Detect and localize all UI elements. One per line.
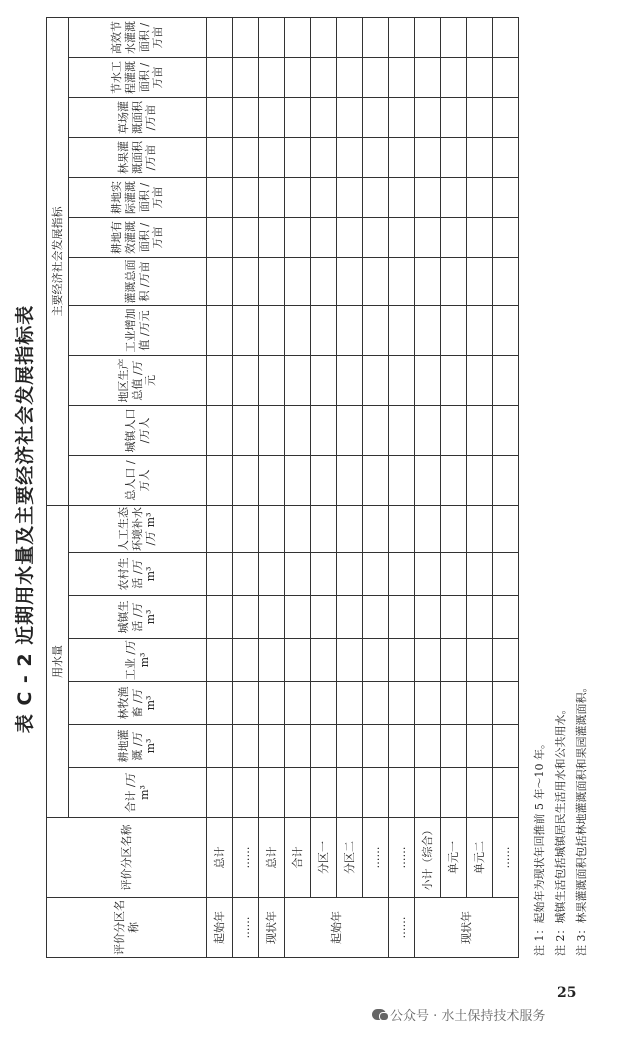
row-sub-label: 单元二	[467, 818, 493, 898]
header-econ-col: 灌溉总面积 /万亩	[69, 258, 207, 306]
row-group-label: ……	[389, 898, 415, 958]
header-sub-name: 评价分区名称	[47, 818, 207, 898]
table-row	[311, 18, 337, 958]
table-row	[441, 18, 467, 958]
row-sub-label: 小计（综合）	[415, 818, 441, 898]
header-water-col: 耕地灌溉 /万 m³	[69, 725, 207, 768]
row-sub-label: 总计	[259, 818, 285, 898]
header-econ-col: 耕地有效灌溉面积 /万亩	[69, 218, 207, 258]
header-econ-col: 高效节水灌溉面积 /万亩	[69, 18, 207, 58]
table-notes	[530, 256, 593, 956]
header-water-col: 林牧渔畜 /万 m³	[69, 682, 207, 725]
table-row	[415, 18, 441, 958]
row-sub-label: 分区一	[311, 818, 337, 898]
header-econ-group: 主要经济社会发展指标	[47, 18, 69, 506]
table-row	[285, 18, 311, 958]
header-econ-col: 草场灌溉面积 /万亩	[69, 98, 207, 138]
row-sub-label: ……	[493, 818, 519, 898]
row-sub-label: 分区二	[337, 818, 363, 898]
header-econ-col: 城镇人口 /万人	[69, 406, 207, 456]
indicator-table	[46, 17, 519, 958]
header-water-col: 工业 /万 m³	[69, 639, 207, 682]
table-row	[259, 18, 285, 958]
note-line: 注 3：林果灌溉面积包括林地灌溉面积和果园灌溉面积。	[574, 681, 588, 956]
table-row	[493, 18, 519, 958]
table-row	[233, 18, 259, 958]
header-econ-col: 工业增加值 /万元	[69, 306, 207, 356]
header-water-col: 农村生活 /万 m³	[69, 553, 207, 596]
table-row	[467, 18, 493, 958]
row-sub-label: ……	[389, 818, 415, 898]
note-line: 注 2：城镇生活包括城镇居民生活用水和公共用水。	[553, 703, 567, 956]
header-econ-col: 地区生产总值 /万元	[69, 356, 207, 406]
header-econ-col: 耕地实际灌溉面积 /万亩	[69, 178, 207, 218]
page-number: 25	[557, 985, 577, 1001]
watermark-text: 公众号 · 水土保持技术服务	[390, 1009, 546, 1024]
row-group-label: 现状年	[415, 898, 519, 958]
table-row	[389, 18, 415, 958]
header-water-col: 合计 /万 m³	[69, 768, 207, 818]
row-group-label: 现状年	[259, 898, 285, 958]
table-row	[207, 18, 233, 958]
header-region-name: 评价分区名称	[47, 898, 207, 958]
header-columns-row	[69, 18, 207, 958]
row-sub-label: 单元一	[441, 818, 467, 898]
row-group-label: 起始年	[207, 898, 233, 958]
header-econ-col: 总人口 /万人	[69, 456, 207, 506]
wechat-icon	[372, 1009, 386, 1020]
watermark	[372, 1005, 545, 1024]
row-sub-label: 总计	[207, 818, 233, 898]
header-water-col: 城镇生活 /万 m³	[69, 596, 207, 639]
page-title: 表 C - 2 近期用水量及主要经济社会发展指标表	[14, 304, 36, 734]
table-row	[363, 18, 389, 958]
header-water-col: 人工生态环境补水 /万 m³	[69, 506, 207, 553]
row-sub-label: ……	[363, 818, 389, 898]
header-econ-col: 节水工程灌溉面积 /万亩	[69, 58, 207, 98]
note-line: 注 1：起始年为现状年回推前 5 年～10 年。	[533, 738, 546, 956]
row-sub-label: ……	[233, 818, 259, 898]
row-group-label: ……	[233, 898, 259, 958]
row-sub-label: 合计	[285, 818, 311, 898]
row-group-label: 起始年	[285, 898, 389, 958]
header-water-group: 用水量	[47, 506, 69, 818]
table-row	[337, 18, 363, 958]
header-econ-col: 林果灌溉面积 /万亩	[69, 138, 207, 178]
